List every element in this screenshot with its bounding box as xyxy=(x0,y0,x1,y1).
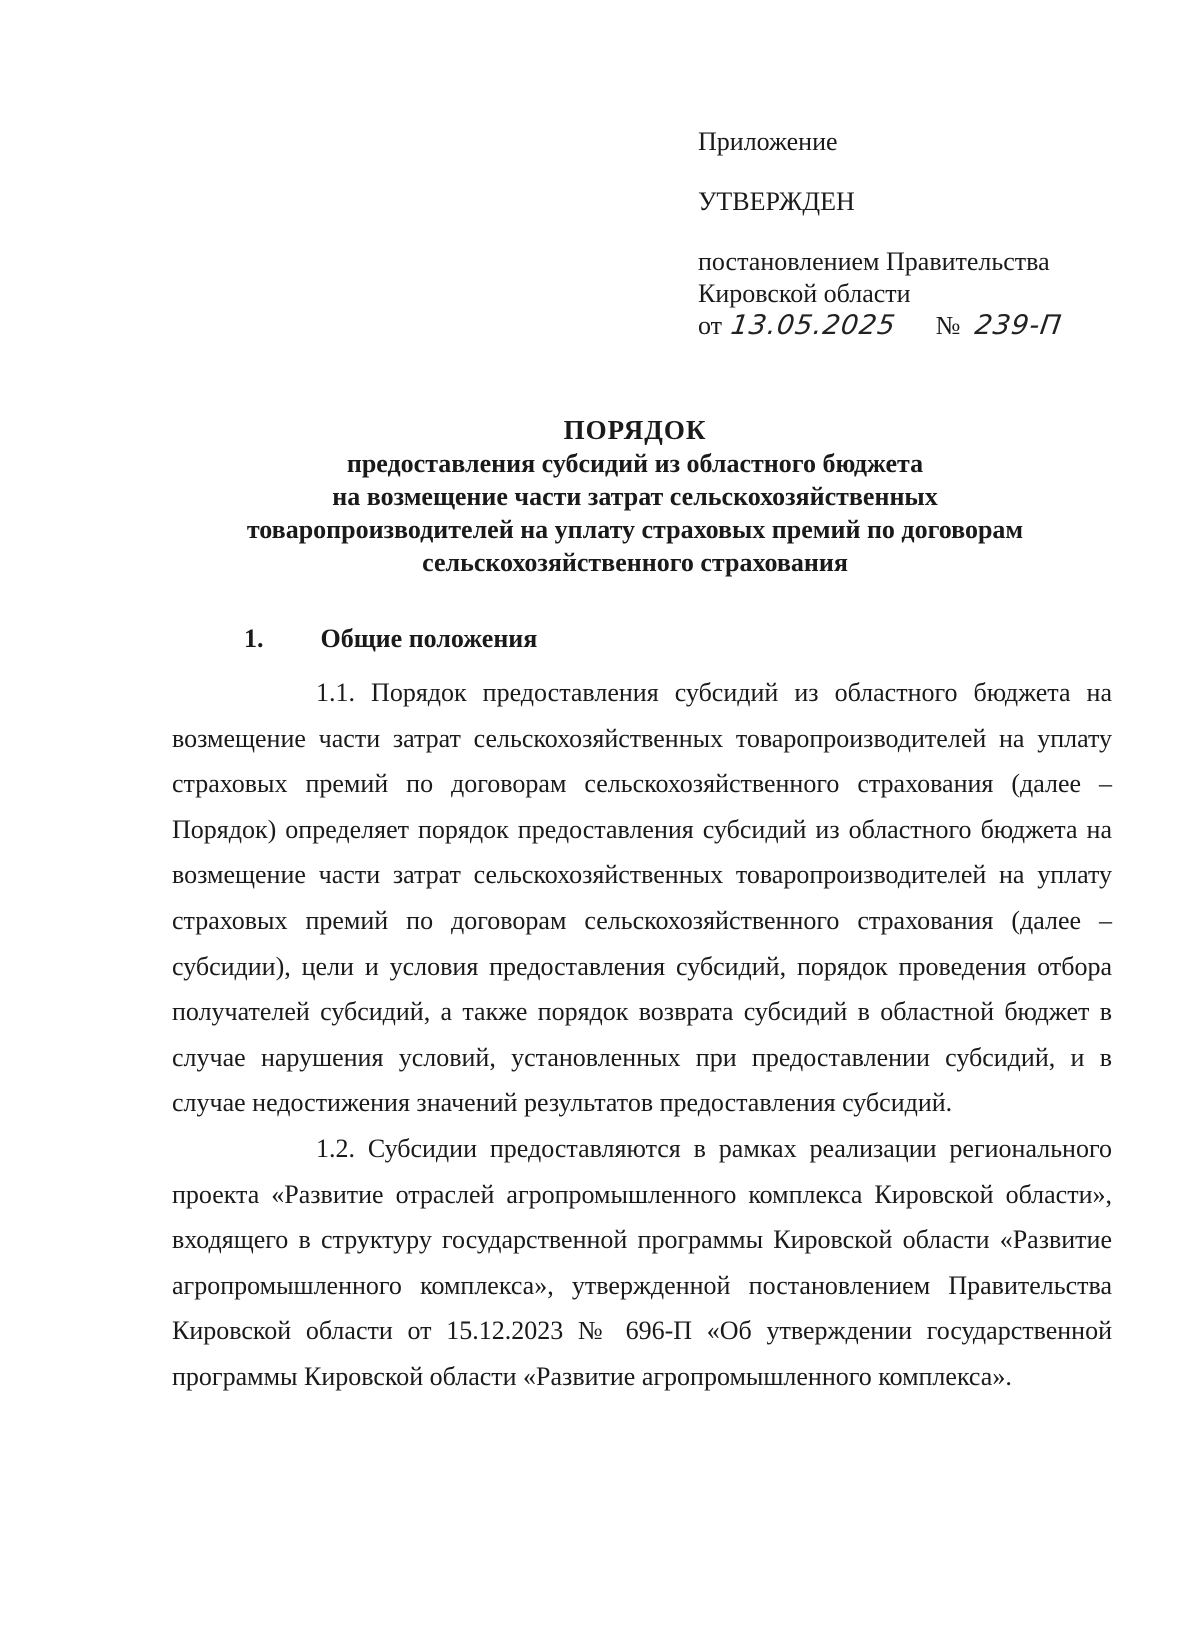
doc-type-title: ПОРЯДОК xyxy=(563,415,707,445)
section-heading xyxy=(244,624,537,654)
paragraph-text: Субсидии предоставляются в рамках реализации регионального проекта «Развитие отраслей агропромышленного комплекса Кировской области», входящего в структуру государственной программы Кировской области «Развитие агропромышленного комплекса», утвержденной постановлением Правительства Кировской области от 15.12.2023 № 696-П «Об утверждении государственной программы Кировской области «Развитие агропромышленного комплекса». xyxy=(172,1133,1112,1391)
paragraph-1-1 xyxy=(172,670,1112,1126)
date-prefix: от xyxy=(698,311,723,340)
section-number: 1. xyxy=(244,624,264,653)
paragraph-number: 1.1. xyxy=(316,678,355,707)
paragraph-1-2 xyxy=(172,1126,1112,1400)
title-line-2: на возмещение части затрат сельскохозяйственных xyxy=(332,482,938,511)
handwritten-number: 239-П xyxy=(972,310,1064,341)
approved-label: УТВЕРЖДЕН xyxy=(698,187,855,216)
title-line-1: предоставления субсидий из областного бюджета xyxy=(346,449,924,478)
annex-label: Приложение xyxy=(698,127,838,156)
number-prefix: № xyxy=(935,311,961,340)
paragraph-number: 1.2. xyxy=(316,1133,355,1163)
title-line-3: товаропроизводителей на уплату страховых премий по договорам xyxy=(246,515,1024,544)
document-body xyxy=(172,670,1112,1400)
title-line-4: сельскохозяйственного страхования xyxy=(422,548,848,577)
approved-by-line-2: Кировской области xyxy=(698,279,911,308)
section-title: Общие положения xyxy=(320,624,538,653)
date-number-line xyxy=(698,310,1168,342)
handwritten-date: 13.05.2025 xyxy=(728,310,898,341)
paragraph-text: Порядок предоставления субсидий из областного бюджета на возмещение части затрат сельскохозяйственных товаропроизводителей на уплату страховых премий по договорам сельскохозяйственного страхования (далее – Порядок) определяет порядок предоставления субсидий из областного бюджета на возмещение части затрат сельскохозяйственных товаропроизводителей на уплату страховых премий по договорам сельскохозяйственного страхования (далее – субсидии), цели и условия предоставления субсидий, порядок проведения отбора получателей субсидий, а также порядок возврата субсидий в областной бюджет в случае нарушения условий, установленных при предоставлении субсидий, и в случае недостижения значений результатов предоставления субсидий. xyxy=(172,678,1112,1118)
approved-by-line-1: постановлением Правительства xyxy=(698,247,1050,276)
document-title xyxy=(130,414,1140,579)
approval-block xyxy=(698,126,1168,342)
